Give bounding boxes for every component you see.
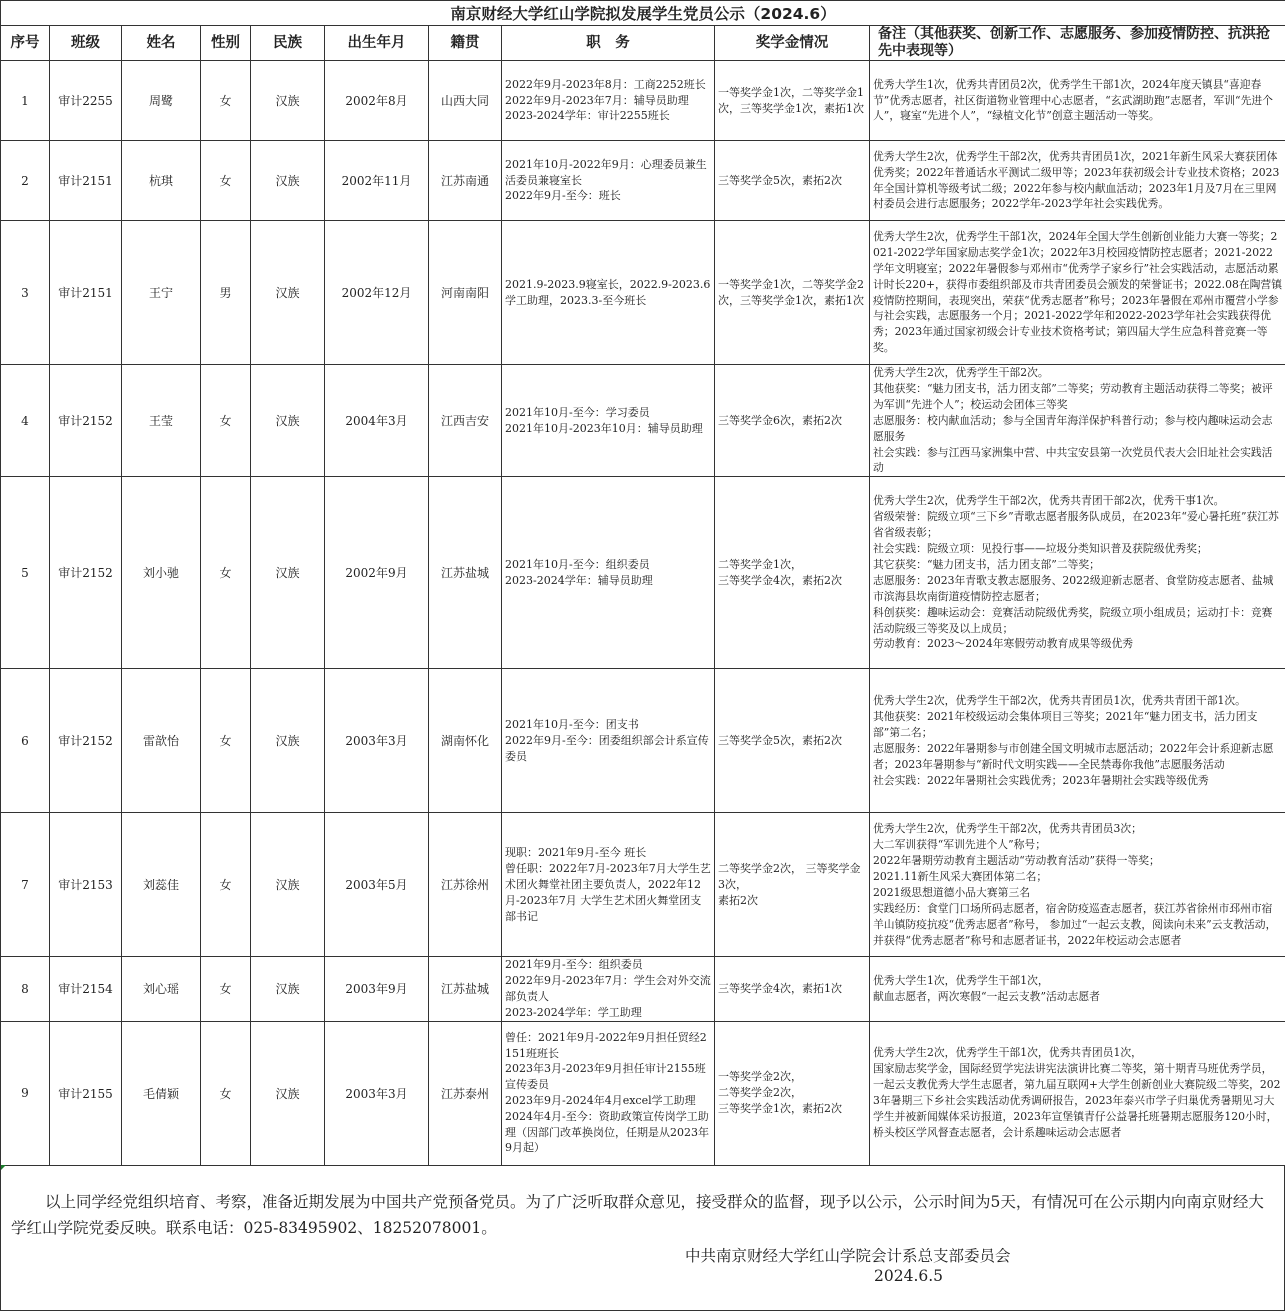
- cell-scholarship: 一等奖学金2次， 二等奖学金2次， 三等奖学金1次，素拓2次: [715, 1021, 870, 1165]
- cell-remarks: 优秀大学生2次，优秀学生干部2次，优秀共青团员1次，优秀共青团干部1次。 其他获奖：2021年校级运动会集体项目三等奖；2021年“魅力团支书，活力团支部”第二名； 志愿服务：2022年暑期参与市创建全国文明城市志愿活动；2022年会计系迎新志愿者；2023年暑期参与“新时代文明实践——全民禁毒你我他”志愿服务活动 社会实践：2022年暑期社会实践优秀；2023年暑期社会实践等级优秀: [870, 669, 1285, 813]
- cell-birth: 2003年9月: [325, 957, 429, 1021]
- cell-remarks: 优秀大学生2次，优秀学生干部1次，2024年全国大学生创新创业能力大赛一等奖；2021-2022学年国家励志奖学金1次；2022年3月校园疫情防控志愿者；2021-2022学年文明寝室；2022年暑假参与邓州市“优秀学子家乡行”社会实践活动，志愿活动累计时长220+，获得市委组织部及市共青团委员会颁发的荣誉证书；2022.08在陶营镇疫情防控期间，表现突出，荣获“优秀志愿者”称号；2023年暑假在邓州市覆营小学参与社会实践，志愿服务一个月；2021-2022学年和2022-2023学年社会实践获得优秀；2023年通过国家初级会计专业技术资格考试；第四届大学生应急科普竞赛一等奖。: [870, 221, 1285, 365]
- cell-position: 2021年10月-至今：团支书 2022年9月-至今：团委组织部会计系宣传委员: [502, 669, 715, 813]
- header-birth: 出生年月: [325, 26, 429, 61]
- table-row: [1, 813, 1285, 957]
- cell-no: 1: [1, 61, 50, 141]
- cell-remarks: 优秀大学生2次，优秀学生干部2次，优秀共青团员3次； 大二军训获得“军训先进个人”称号； 2022年暑期劳动教育主题活动“劳动教育活动”获得一等奖； 2021.11新生风采大赛团体第二名； 2021级思想道德小品大赛第三名 实践经历：食堂门口场所码志愿者，宿舍防疫巡查志愿者，获江苏省徐州市邳州市宿羊山镇防疫抗疫“优秀志愿者”称号， 参加过“一起云支教，阅读向未来”云支教活动，并获得“优秀志愿者”称号和志愿者证书，2022年校运动会志愿者: [870, 813, 1285, 957]
- cell-class: 审计2255: [50, 61, 122, 141]
- cell-gender: 女: [201, 1021, 251, 1165]
- cell-remarks: 优秀大学生2次，优秀学生干部2次，优秀共青团员1次，2021年新生风采大赛获团体优秀奖；2022年普通话水平测试二级甲等；2023年获初级会计专业技术资格；2023年全国计算机等级考试二级；2022年参与校内献血活动；2023年1月及7月在三里网村委员会进行志愿服务；2022学年-2023学年社会实践优秀。: [870, 141, 1285, 221]
- cell-class: 审计2153: [50, 813, 122, 957]
- signature-org: 中共南京财经大学红山学院会计系总支部委员会: [685, 1247, 1011, 1265]
- cell-position: 2022年9月-2023年8月：工商2252班长 2022年9月-2023年7月：辅导员助理 2023-2024学年：审计2255班长: [502, 61, 715, 141]
- header-remarks: 备注（其他获奖、创新工作、志愿服务、参加疫情防控、抗洪抢先中表现等）: [870, 26, 1285, 61]
- cell-class: 审计2152: [50, 477, 122, 669]
- header-name: 姓名: [122, 26, 201, 61]
- cell-class: 审计2152: [50, 669, 122, 813]
- cell-ethnicity: 汉族: [251, 957, 325, 1021]
- table-row: [1, 365, 1285, 477]
- cell-ethnicity: 汉族: [251, 477, 325, 669]
- cell-scholarship: 三等奖学金5次，素拓2次: [715, 141, 870, 221]
- cell-no: 6: [1, 669, 50, 813]
- cell-origin: 江苏南通: [429, 141, 502, 221]
- cell-remarks: 优秀大学生2次，优秀学生干部2次。 其他获奖：“魅力团支书，活力团支部”二等奖；劳动教育主题活动获得二等奖；被评为军训“先进个人”；校运动会团体三等奖 志愿服务：校内献血活动；参与全国青年海洋保护科普行动；参与校内趣味运动会志愿服务 社会实践：参与江西马家洲集中营、中共宝安县第一次党员代表大会旧址社会实践活动: [870, 365, 1285, 477]
- cell-origin: 江苏泰州: [429, 1021, 502, 1165]
- cell-scholarship: 二等奖学金2次， 三等奖学金3次， 素拓2次: [715, 813, 870, 957]
- cell-corner-marker: [1, 1165, 6, 1170]
- cell-class: 审计2151: [50, 141, 122, 221]
- cell-remarks: 优秀大学生1次，优秀共青团员2次，优秀学生干部1次，2024年度天镇县“喜迎春节”优秀志愿者，社区街道物业管理中心志愿者，“玄武湖助跑”志愿者，军训“先进个人”，寝室“先进个人”，“绿植文化节”创意主题活动一等奖。: [870, 61, 1285, 141]
- cell-origin: 江苏盐城: [429, 477, 502, 669]
- cell-gender: 女: [201, 957, 251, 1021]
- cell-no: 9: [1, 1021, 50, 1165]
- header-origin: 籍贯: [429, 26, 502, 61]
- cell-birth: 2003年5月: [325, 813, 429, 957]
- cell-name: 雷歆怡: [122, 669, 201, 813]
- cell-gender: 女: [201, 477, 251, 669]
- signature-date: 2024.6.5: [874, 1267, 944, 1285]
- table-header-row: [1, 26, 1285, 61]
- cell-origin: 湖南怀化: [429, 669, 502, 813]
- header-no: 序号: [1, 26, 50, 61]
- cell-scholarship: 二等奖学金1次， 三等奖学金4次，素拓2次: [715, 477, 870, 669]
- cell-ethnicity: 汉族: [251, 61, 325, 141]
- cell-position: 2021年9月-至今：组织委员 2022年9月-2023年7月：学生会对外交流部负责人 2023-2024学年：学工助理: [502, 957, 715, 1021]
- cell-birth: 2002年8月: [325, 61, 429, 141]
- cell-scholarship: 一等奖学金1次，二等奖学金1次，三等奖学金1次，素拓1次: [715, 61, 870, 141]
- cell-name: 周鹭: [122, 61, 201, 141]
- cell-name: 刘心瑶: [122, 957, 201, 1021]
- table-row: [1, 1021, 1285, 1165]
- table-row: [1, 141, 1285, 221]
- header-position: 职 务: [502, 26, 715, 61]
- cell-class: 审计2155: [50, 1021, 122, 1165]
- cell-remarks: 优秀大学生2次，优秀学生干部1次，优秀共青团员1次， 国家励志奖学金，国际经贸学宪法讲宪法演讲比赛二等奖，第十期青马班优秀学员，一起云支教优秀大学生志愿者，第九届互联网+大学生创新创业大赛院级二等奖，2023年暑期三下乡社会实践活动优秀调研报告，2023年泰兴市学子归巢优秀暑期见习大学生并被新闻媒体采访报道，2023年宣堡镇青仔公益暑托班暑期志愿服务120小时，桥头校区学风督查志愿者，会计系趣味运动会志愿者: [870, 1021, 1285, 1165]
- cell-gender: 女: [201, 141, 251, 221]
- cell-name: 王莹: [122, 365, 201, 477]
- cell-birth: 2002年9月: [325, 477, 429, 669]
- cell-position: 2021年10月-2022年9月：心理委员兼生活委员兼寝室长 2022年9月-至今：班长: [502, 141, 715, 221]
- cell-birth: 2003年3月: [325, 669, 429, 813]
- header-class: 班级: [50, 26, 122, 61]
- cell-origin: 山西大同: [429, 61, 502, 141]
- cell-position: 2021年10月-至今：学习委员 2021年10月-2023年10月：辅导员助理: [502, 365, 715, 477]
- cell-class: 审计2152: [50, 365, 122, 477]
- notice-footer: [0, 1165, 1285, 1311]
- cell-gender: 女: [201, 813, 251, 957]
- cell-gender: 女: [201, 61, 251, 141]
- cell-origin: 江苏盐城: [429, 957, 502, 1021]
- cell-birth: 2003年3月: [325, 1021, 429, 1165]
- table-row: [1, 477, 1285, 669]
- cell-ethnicity: 汉族: [251, 221, 325, 365]
- cell-remarks: 优秀大学生2次，优秀学生干部2次，优秀共青团干部2次，优秀干事1次。 省级荣誉：院级立项“三下乡”青歌志愿者服务队成员，在2023年“爱心暑托班”获江苏省省级表彰； 社会实践：院级立项：见投行事——垃圾分类知识普及获院级优秀奖； 其它获奖：“魅力团支书，活力团支部”二等奖； 志愿服务：2023年青歌支教志愿服务、2022级迎新志愿者、食堂防疫志愿者、盐城市滨海县坎南街道疫情防控志愿者； 科创获奖：趣味运动会：竞赛活动院级优秀奖，院级立项小组成员；运动打卡：竞赛活动院级三等奖及以上成员； 劳动教育：2023～2024年寒假劳动教育成果等级优秀: [870, 477, 1285, 669]
- cell-position: 现职：2021年9月-至今 班长 曾任职：2022年7月-2023年7月大学生艺术团火舞堂社团主要负责人，2022年12月-2023年7月 大学生艺术团火舞堂团支部书记: [502, 813, 715, 957]
- cell-no: 5: [1, 477, 50, 669]
- cell-no: 3: [1, 221, 50, 365]
- header-gender: 性别: [201, 26, 251, 61]
- cell-name: 王宁: [122, 221, 201, 365]
- table-row: [1, 221, 1285, 365]
- cell-class: 审计2151: [50, 221, 122, 365]
- cell-birth: 2002年12月: [325, 221, 429, 365]
- cell-name: 杭琪: [122, 141, 201, 221]
- table-row: [1, 61, 1285, 141]
- cell-birth: 2004年3月: [325, 365, 429, 477]
- header-scholarship: 奖学金情况: [715, 26, 870, 61]
- cell-class: 审计2154: [50, 957, 122, 1021]
- cell-scholarship: 三等奖学金6次，素拓2次: [715, 365, 870, 477]
- cell-ethnicity: 汉族: [251, 141, 325, 221]
- page-title: 南京财经大学红山学院拟发展学生党员公示（2024.6）: [1, 1, 1285, 26]
- cell-origin: 江苏徐州: [429, 813, 502, 957]
- cell-scholarship: 三等奖学金4次，素拓1次: [715, 957, 870, 1021]
- cell-scholarship: 一等奖学金1次，二等奖学金2次，三等奖学金1次，素拓1次: [715, 221, 870, 365]
- cell-scholarship: 三等奖学金5次，素拓2次: [715, 669, 870, 813]
- header-ethnicity: 民族: [251, 26, 325, 61]
- table-row: [1, 957, 1285, 1021]
- cell-no: 2: [1, 141, 50, 221]
- cell-no: 7: [1, 813, 50, 957]
- cell-no: 4: [1, 365, 50, 477]
- cell-name: 刘蕊佳: [122, 813, 201, 957]
- cell-remarks: 优秀大学生1次，优秀学生干部1次， 献血志愿者，两次寒假“一起云支教”活动志愿者: [870, 957, 1285, 1021]
- cell-gender: 男: [201, 221, 251, 365]
- cell-name: 刘小驰: [122, 477, 201, 669]
- cell-origin: 河南南阳: [429, 221, 502, 365]
- cell-birth: 2002年11月: [325, 141, 429, 221]
- cell-gender: 女: [201, 669, 251, 813]
- notice-text: 以上同学经党组织培育、考察，准备近期发展为中国共产党预备党员。为了广泛听取群众意见，接受群众的监督，现予以公示，公示时间为5天，有情况可在公示期内向南京财经大学红山学院党委反映。联系电话：025-83495902、18252078001。: [11, 1193, 1264, 1237]
- cell-gender: 女: [201, 365, 251, 477]
- cell-ethnicity: 汉族: [251, 813, 325, 957]
- cell-ethnicity: 汉族: [251, 1021, 325, 1165]
- cell-no: 8: [1, 957, 50, 1021]
- cell-position: 2021年10月-至今：组织委员 2023-2024学年：辅导员助理: [502, 477, 715, 669]
- cell-name: 毛倩颖: [122, 1021, 201, 1165]
- cell-position: 2021.9-2023.9寝室长，2022.9-2023.6学工助理，2023.3-至今班长: [502, 221, 715, 365]
- cell-ethnicity: 汉族: [251, 669, 325, 813]
- cell-origin: 江西吉安: [429, 365, 502, 477]
- table-row: [1, 669, 1285, 813]
- cell-position: 曾任：2021年9月-2022年9月担任贸经2151班班长 2023年3月-2023年9月担任审计2155班宣传委员 2023年9月-2024年4月excel学工助理 2024年4月-至今：资助政策宣传岗学工助理（因部门改革换岗位，任期是从2023年9月起）: [502, 1021, 715, 1165]
- cell-ethnicity: 汉族: [251, 365, 325, 477]
